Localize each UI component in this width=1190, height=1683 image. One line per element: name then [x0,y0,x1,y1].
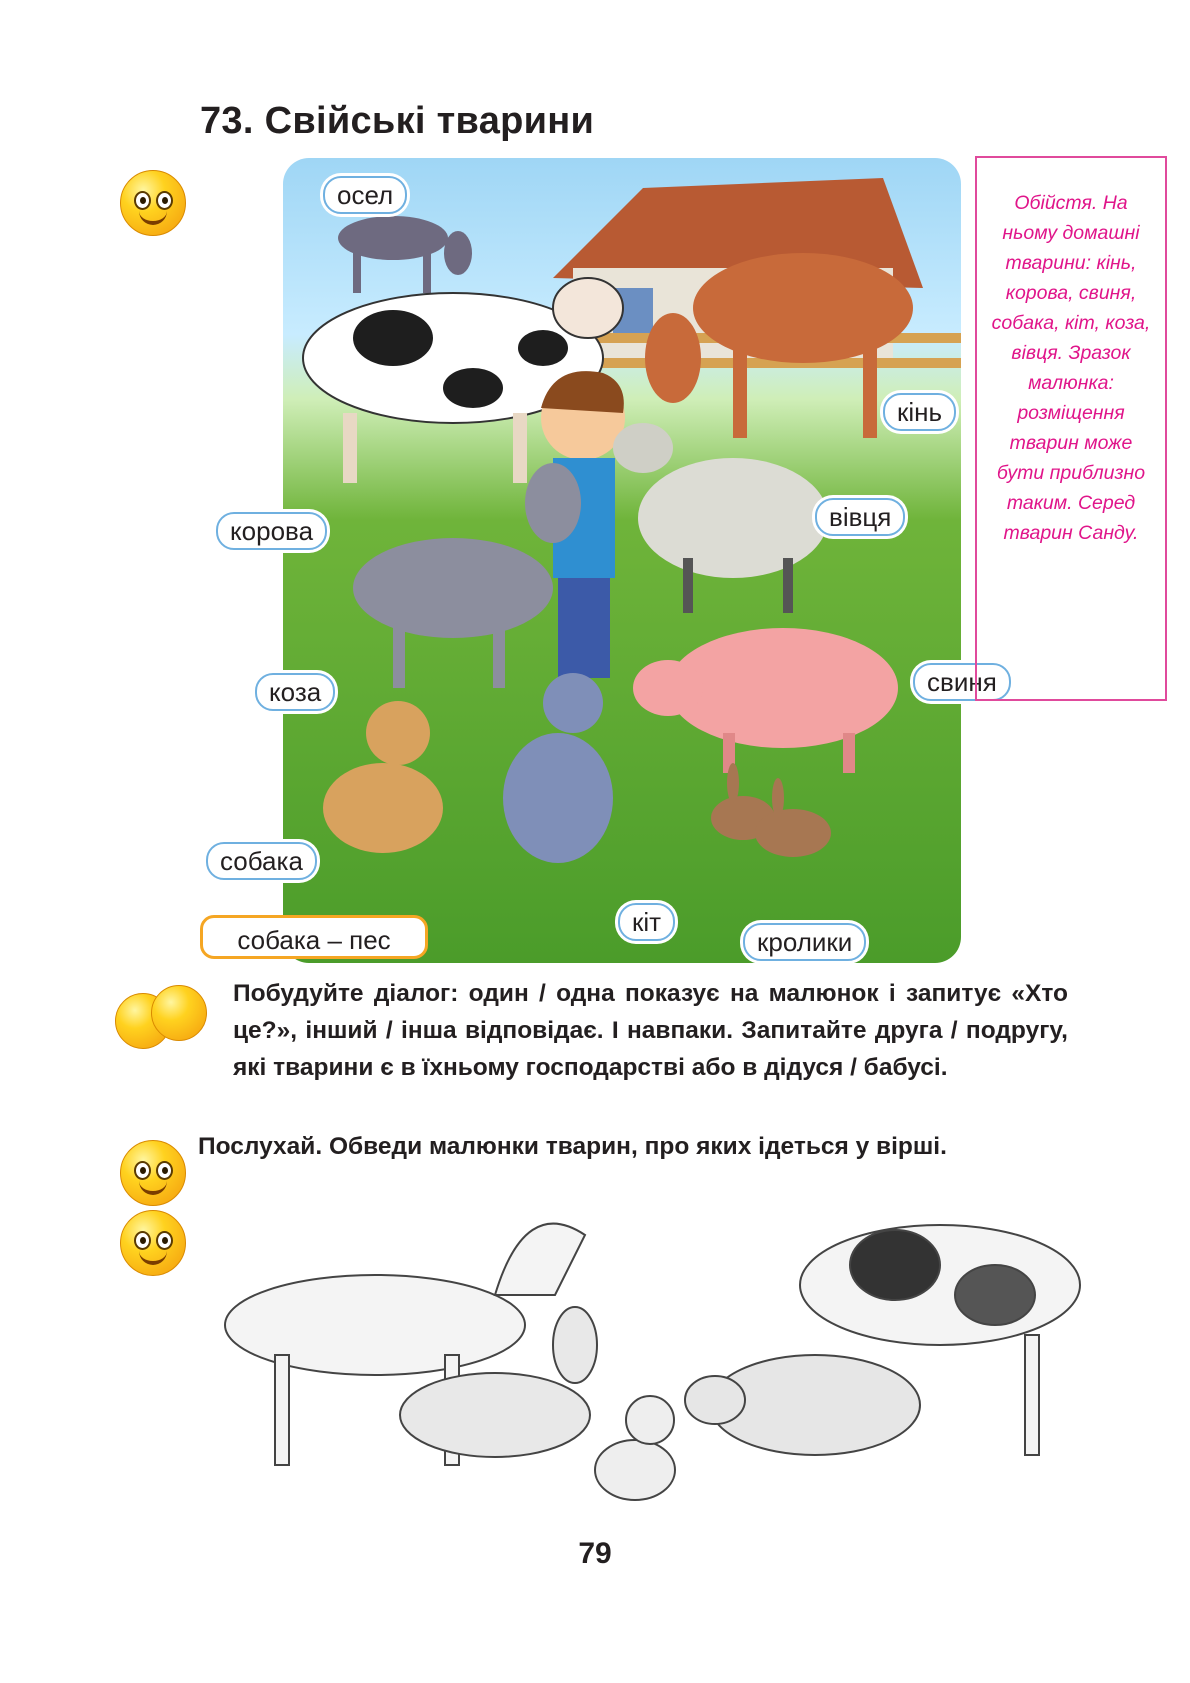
pig-outline [685,1355,920,1455]
grayscale-animals-illustration [195,1175,1095,1515]
label-rabbits: кролики [743,923,866,961]
cat-figure [503,673,613,863]
dialog-smileys-icon [115,985,205,1055]
donkey-figure [338,216,472,293]
page-title: 73. Свійські тварини [200,100,595,142]
headphones-smiley-icon [120,1140,186,1206]
page-number: 79 [578,1537,612,1570]
sheep-figure [613,423,828,613]
goat-figure [353,463,581,688]
label-cat: кіт [618,903,675,941]
thinking-smiley-icon [120,170,186,236]
farm-scene-drawing [283,158,961,963]
rabbits-figure [711,763,831,857]
dog-figure [323,701,443,853]
label-cow: корова [216,512,327,550]
dog-outline [595,1396,675,1500]
pig-figure [633,628,898,773]
label-donkey: осел [323,176,407,214]
label-pig: свиня [913,663,1011,701]
listen-task-text: Послухай. Обведи малюнки тварин, про яких ідеться у вірші. [198,1133,947,1160]
farm-scene-illustration [283,158,997,963]
label-horse: кінь [883,393,956,431]
thinking-smiley-icon [120,1210,186,1276]
dialog-task-text: Побудуйте діалог: один / одна показує на малюнок і запитує «Хто це?», інший / інша відповідає. І навпаки. Запитайте друга / подругу, які тварини є в їхньому господарстві або в дідуся / бабусі. [233,980,1068,1081]
label-dog: собака [206,842,317,880]
teacher-note: Обійстя. На ньому домашні тварини: кінь, корова, свиня, собака, кіт, коза, вівця. Зразок малюнка: розміщення тварин може бути приблизно таким. Серед тварин Санду. [975,156,1167,701]
synonym-box: собака – пес [200,915,428,959]
label-sheep: вівця [815,498,905,536]
label-goat: коза [255,673,335,711]
